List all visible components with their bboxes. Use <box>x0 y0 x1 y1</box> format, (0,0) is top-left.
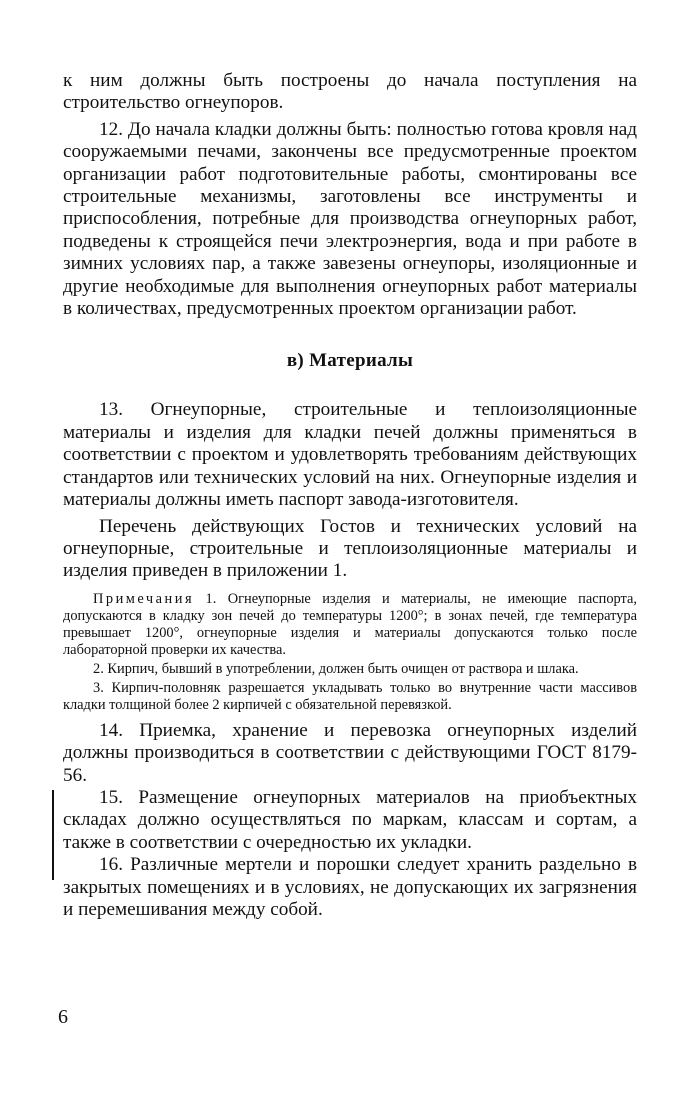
note-2: 2. Кирпич, бывший в употреблении, должен быть очищен от раствора и шлака. <box>93 660 579 677</box>
notes-label: Примечания <box>93 590 195 607</box>
paragraph-13: 13. Огнеупорные, строительные и теплоизоляционные материалы и изделия для кладки печей должны применяться в соответствии с проектом и удовлетворять требованиям действующих стандартов или технических условий на них. Огнеупорные изделия и материалы должны иметь паспорт завода-изготовителя. <box>63 399 637 511</box>
paragraph-15: 15. Размещение огнеупорных материалов на приобъектных складах должно осуществляться по маркам, классам и сортам, а также в соответствии с очередностью их укладки. <box>63 786 637 853</box>
page-body <box>63 70 637 921</box>
paragraph-12: 12. До начала кладки должны быть: полностью готова кровля над сооружаемыми печами, закончены все предусмотренные проектом организации работ подготовительные работы, смонтированы все строительные механизмы, заготовлены все инструменты и приспособления, потребные для производства огнеупорных работ, подведены к строящейся печи электроэнергия, вода и при работе в зимних условиях пар, а также завезены огнеупоры, изоляционные и другие необходимые для выполнения огнеупорных работ материалы в количествах, предусмотренных проектом организации работ. <box>63 118 637 320</box>
paragraph-13-list: Перечень действующих Гостов и технических условий на огнеупорные, строительные и теплоизоляционные материалы и изделия приведен в приложении 1. <box>63 515 637 582</box>
page-number: 6 <box>58 1006 68 1028</box>
note-1 <box>63 591 637 659</box>
margin-change-bar <box>52 790 54 880</box>
section-heading-materials: в) Материалы <box>286 350 414 372</box>
notes-block <box>63 591 637 714</box>
note-3: 3. Кирпич-половняк разрешается укладывать только во внутренние части массивов кладки толщиной более 2 кирпичей с обязательной перевязкой. <box>63 679 637 713</box>
paragraph-14: 14. Приемка, хранение и перевозка огнеупорных изделий должны производиться в соответствии с действующими ГОСТ 8179-56. <box>63 719 637 786</box>
note-1-text: 1. Огнеупорные изделия и материалы, не имеющие паспорта, допускаются в кладку зон печей до температуры 1200°; в зонах печей, где температура превышает 1200°, огнеупорные изделия и материалы допускаются только после лабораторной проверки их качества. <box>63 590 637 658</box>
paragraph-continuation: к ним должны быть построены до начала поступления на строительство огнеупоров. <box>63 70 637 114</box>
paragraph-15-wrapper <box>63 787 637 854</box>
paragraph-16: 16. Различные мертели и порошки следует хранить раздельно в закрытых помещениях и в условиях, не допускающих их загрязнения и перемешивания между собой. <box>63 854 637 920</box>
